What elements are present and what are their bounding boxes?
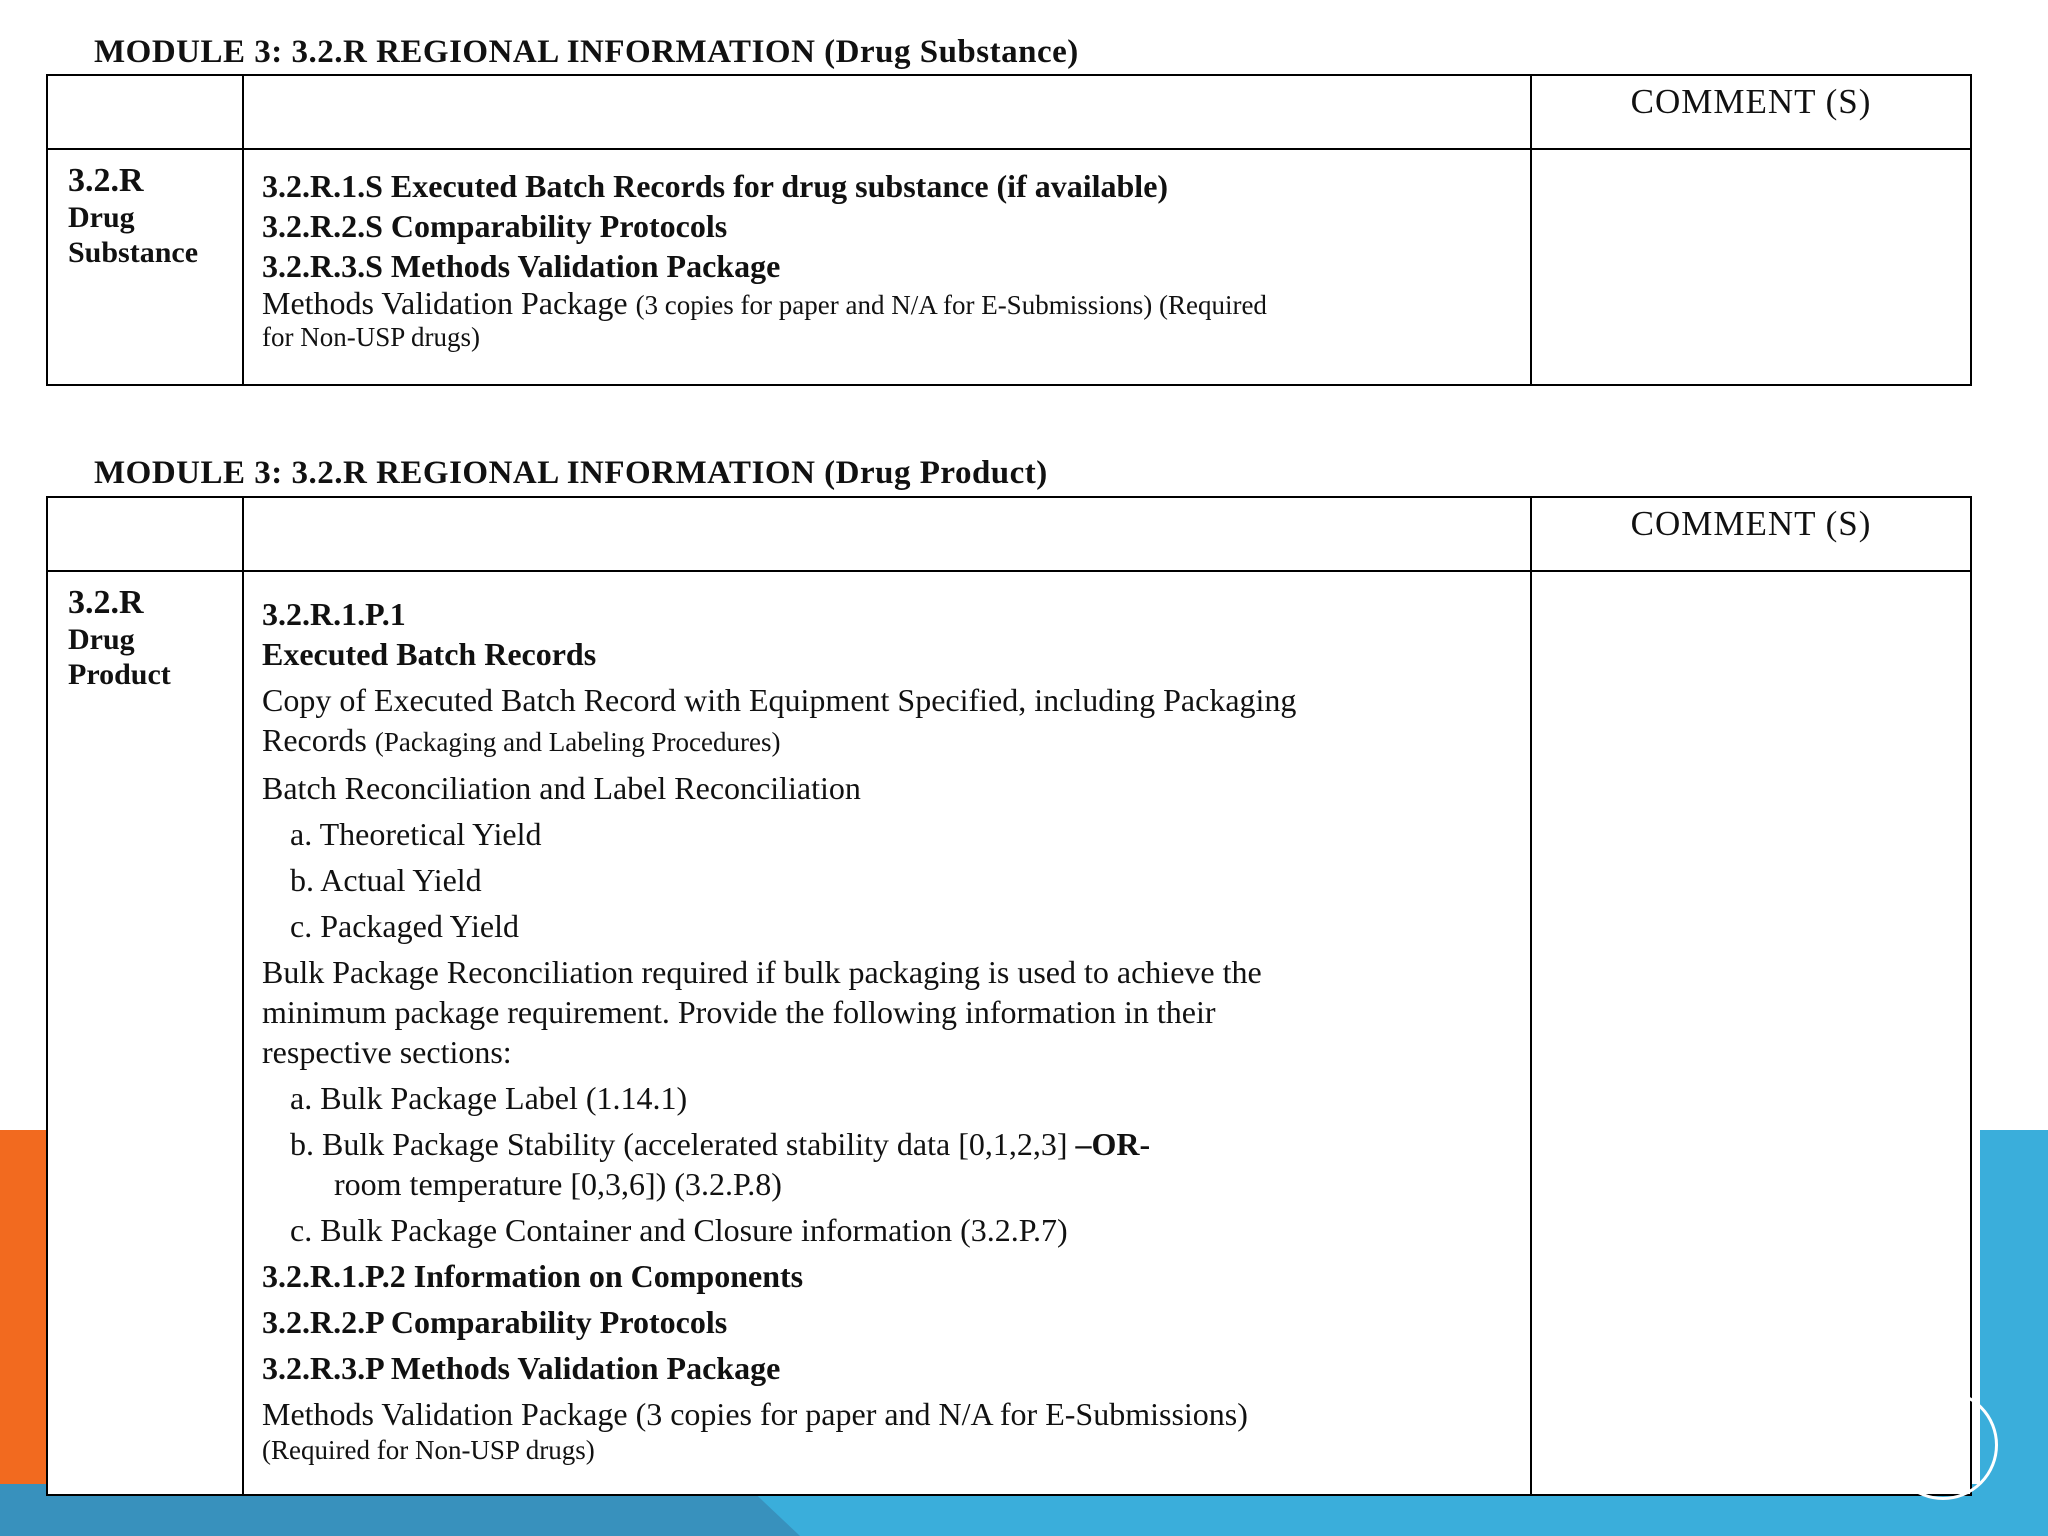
list-item: 3.2.R.1.P.2 Information on Components: [262, 1258, 804, 1294]
yield-item: b. Actual Yield: [290, 862, 482, 898]
drug-substance-table: [46, 74, 1972, 386]
bulk-item-continued: room temperature [0,3,6]) (3.2.P.8): [334, 1166, 782, 1202]
item-title: Executed Batch Records: [262, 636, 597, 672]
row-label-line: Product: [68, 658, 171, 691]
list-item: 3.2.R.3.S Methods Validation Package: [262, 248, 781, 284]
header-blank-cell: [243, 497, 1531, 571]
header-blank-cell: [47, 75, 243, 149]
comment-header: COMMENT (S): [1531, 75, 1971, 149]
section-title-drug-product: MODULE 3: 3.2.R REGIONAL INFORMATION (Drug Product): [94, 455, 1048, 491]
header-blank-cell: [47, 497, 243, 571]
yield-item: a. Theoretical Yield: [290, 816, 542, 852]
copy-small: (Packaging and Labeling Procedures): [374, 727, 781, 757]
mvp-text: Methods Validation Package (3 copies for paper and N/A for E-Submissions): [262, 1396, 1248, 1432]
list-item: 3.2.R.2.S Comparability Protocols: [262, 208, 728, 244]
header-blank-cell: [243, 75, 1531, 149]
drug-product-table: [46, 496, 1972, 1496]
decorative-circle: [1888, 1390, 1998, 1500]
row-label-code: 3.2.R: [68, 584, 144, 621]
or-text: –OR-: [1075, 1126, 1151, 1162]
row-label: [47, 571, 243, 1495]
row-content: [243, 571, 1531, 1495]
copy-line: Copy of Executed Batch Record with Equipment Specified, including Packaging: [262, 682, 1297, 718]
reconciliation-text: Batch Reconciliation and Label Reconciliation: [262, 770, 861, 806]
bulk-item-b: b. Bulk Package Stability (accelerated stability data [0,1,2,3]: [290, 1126, 1076, 1162]
row-label-line: Drug: [68, 201, 135, 234]
row-label-code: 3.2.R: [68, 162, 144, 199]
decorative-orange-bar: [0, 1130, 46, 1536]
section-title-drug-substance: MODULE 3: 3.2.R REGIONAL INFORMATION (Drug Substance): [94, 34, 1079, 70]
bulk-item: a. Bulk Package Label (1.14.1): [290, 1080, 688, 1116]
comment-cell: [1531, 149, 1971, 385]
yield-item: c. Packaged Yield: [290, 908, 519, 944]
bulk-item: c. Bulk Package Container and Closure information (3.2.P.7): [290, 1212, 1068, 1248]
note-small: (3 copies for paper and N/A for E-Submissions) (Required: [635, 290, 1267, 320]
bulk-text: respective sections:: [262, 1034, 512, 1070]
note-main: Methods Validation Package: [262, 285, 636, 321]
bulk-text: minimum package requirement. Provide the following information in their: [262, 994, 1216, 1030]
note-text: [262, 286, 1530, 322]
row-label-line: Substance: [68, 236, 199, 269]
mvp-small: (Required for Non-USP drugs): [262, 1435, 595, 1465]
comment-header: COMMENT (S): [1531, 497, 1971, 571]
copy-line: [262, 720, 1530, 762]
row-content: [243, 149, 1531, 385]
copy-main: Records: [262, 722, 375, 758]
list-item: 3.2.R.3.P Methods Validation Package: [262, 1350, 781, 1386]
comment-cell: [1531, 571, 1971, 1495]
row-label-line: Drug: [68, 623, 135, 656]
list-item: 3.2.R.1.S Executed Batch Records for drug substance (if available): [262, 168, 1169, 204]
note-small-continued: for Non-USP drugs): [262, 322, 480, 352]
list-item: 3.2.R.2.P Comparability Protocols: [262, 1304, 728, 1340]
decorative-blue-bar: [1980, 1130, 2048, 1536]
bulk-text: Bulk Package Reconciliation required if bulk packaging is used to achieve the: [262, 954, 1262, 990]
row-label: [47, 149, 243, 385]
item-code: 3.2.R.1.P.1: [262, 596, 406, 632]
bulk-item: [262, 1124, 1530, 1164]
